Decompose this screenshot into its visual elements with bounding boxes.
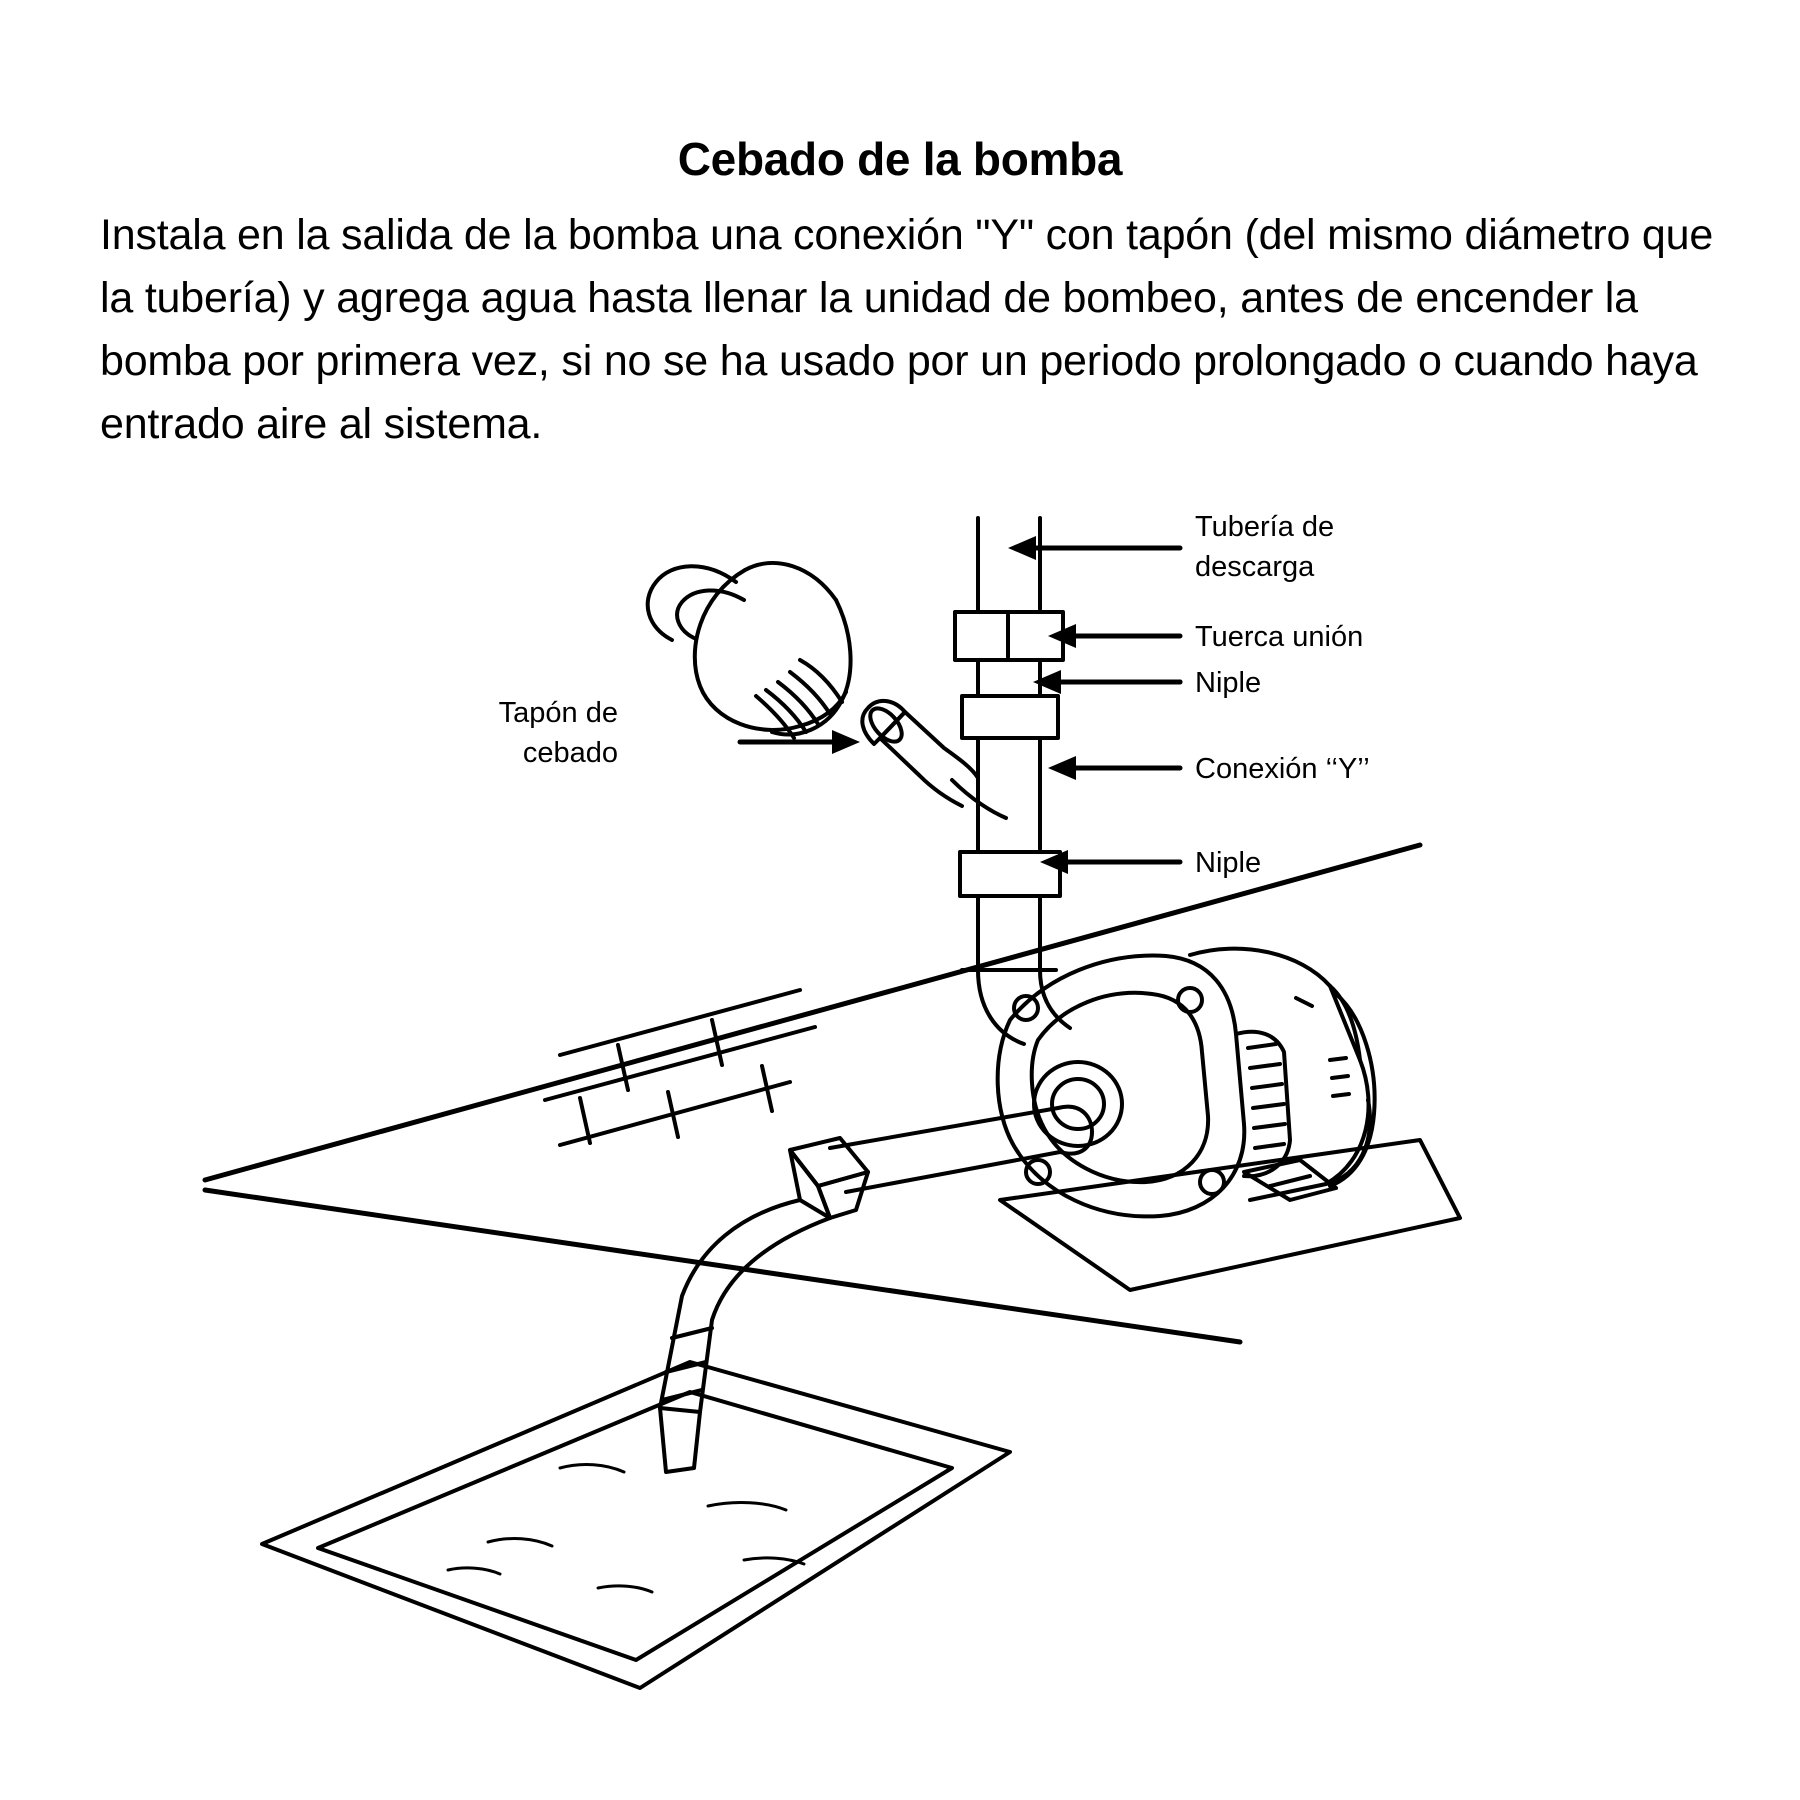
label-nipple-lower: Niple <box>1195 847 1262 879</box>
diagram-svg <box>0 500 1800 1800</box>
water-tank <box>262 1362 1010 1688</box>
priming-plug <box>862 701 907 747</box>
nipple-lower-fitting <box>960 852 1060 896</box>
union-nut-fitting <box>955 612 1063 660</box>
pump-volute <box>998 956 1290 1217</box>
label-union-nut: Tuerca unión <box>1195 621 1364 653</box>
pump-base-board <box>1000 1140 1460 1290</box>
label-discharge-pipe-line1: Tubería de <box>1195 511 1335 543</box>
label-priming-plug-line2: cebado <box>522 737 618 769</box>
label-nipple-upper: Niple <box>1195 667 1262 699</box>
brick-pattern <box>545 990 815 1145</box>
label-discharge-pipe-line2: descarga <box>1195 551 1315 583</box>
water-jug <box>648 563 851 738</box>
suction-pipe-drop <box>660 1200 830 1472</box>
pump-priming-diagram <box>0 500 1800 1800</box>
page-title: Cebado de la bomba <box>677 133 1123 185</box>
instruction-paragraph: Instala en la salida de la bomba una conexión "Y" con tapón (del mismo diámetro que la tubería) y agrega agua hasta llenar la unidad de bombeo, antes de encender la bomba por primera vez, si no se ha usado por un periodo prolongado o cuando haya entrado aire al sistema. <box>100 211 1714 448</box>
label-y-connection: Conexión ‘‘Y’’ <box>1195 753 1370 785</box>
discharge-pipe <box>862 518 1070 1044</box>
y-connection-fitting <box>880 712 1006 830</box>
callout-labels <box>499 511 1370 879</box>
nipple-upper-fitting <box>962 696 1058 738</box>
label-priming-plug-line1: Tapón de <box>498 697 618 729</box>
